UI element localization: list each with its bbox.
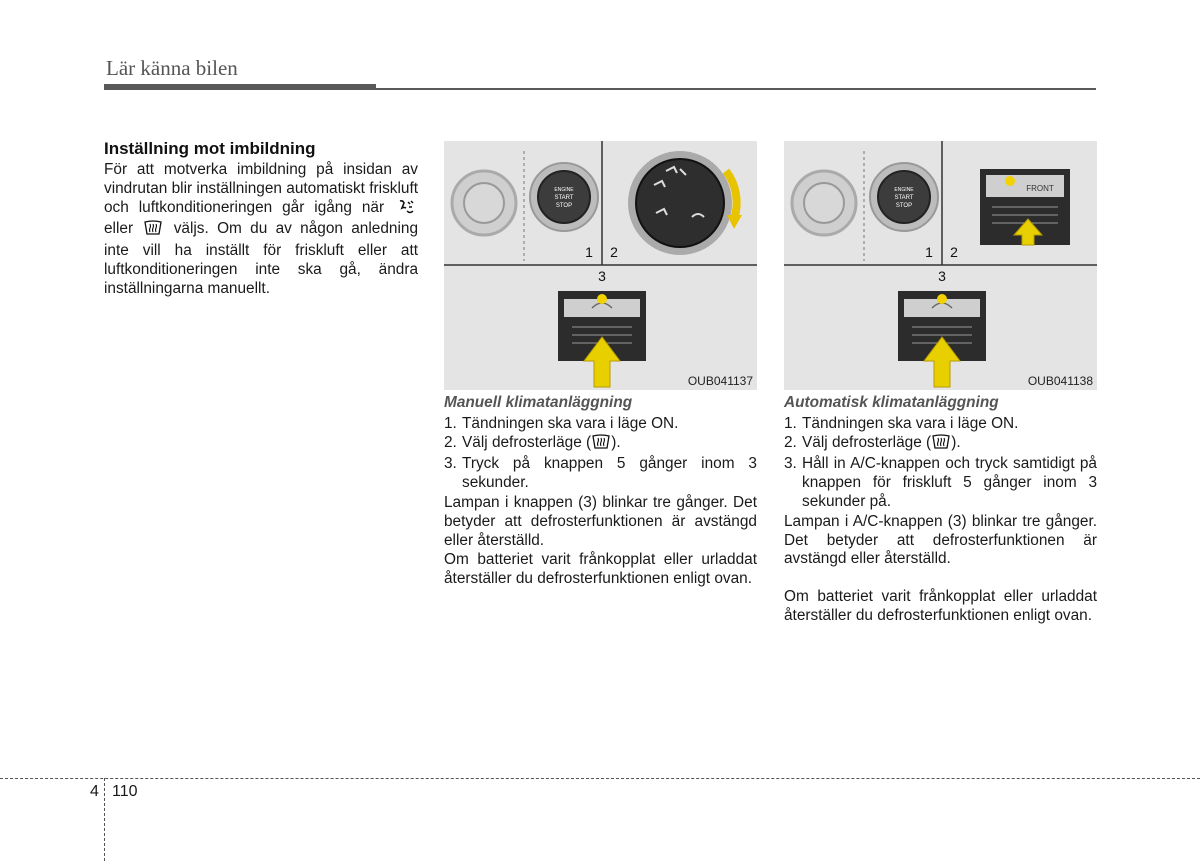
header-rule-thick	[104, 84, 376, 90]
step-text: Tändningen ska vara i läge ON.	[802, 414, 1019, 432]
step-text-end: ).	[611, 433, 621, 451]
footer-vertical-divider	[104, 778, 105, 861]
step-item	[784, 455, 1097, 511]
step-text: Håll in A/C-knappen och tryck samtidigt på knappen för friskluft 5 gånger inom 3 sekunder på.	[802, 455, 1097, 510]
figure-manual-illustration	[444, 141, 757, 390]
section-heading: Inställning mot imbildning	[104, 139, 316, 158]
step-number: 2.	[444, 433, 457, 451]
step-text-with-icon	[462, 434, 757, 456]
step-item	[444, 415, 757, 434]
battery-paragraph: Om batteriet varit frånkopplat eller urladdat återställer du defrosterfunktionen enligt ovan.	[784, 588, 1097, 624]
header-rule-thin	[376, 88, 1096, 90]
chapter-number: 4	[90, 783, 99, 800]
step-number: 2.	[784, 433, 797, 451]
step-text-start: Välj defrosterläge (	[462, 433, 592, 451]
left-column	[104, 139, 418, 299]
intro-text-part3: väljs. Om du av någon anledning inte vill ha inställt för friskluft eller att luftkonditioneringen inte ska gå, ändra inställningarna manuellt.	[104, 220, 419, 297]
start-label-3: STOP	[555, 203, 573, 209]
step-item	[784, 415, 1097, 434]
step-text: Tändningen ska vara i läge ON.	[462, 414, 679, 432]
manual-caption-title: Manuell klimatanläggning	[444, 394, 633, 411]
step-item	[444, 434, 757, 456]
step-number: 3.	[444, 455, 457, 473]
front-label: FRONT	[1026, 184, 1054, 193]
start-label-2: START	[554, 195, 574, 201]
windshield-defrost-icon	[932, 434, 950, 456]
automatic-caption-column	[784, 394, 1097, 626]
figure2-label-2: 2	[950, 244, 958, 260]
figure1-label-1: 1	[585, 244, 593, 260]
page-number: 110	[112, 783, 138, 800]
start-label-3: STOP	[895, 203, 913, 209]
manual-caption-column	[444, 394, 757, 589]
figure-automatic-illustration	[784, 141, 1097, 390]
start-label-1: ENGINE	[554, 187, 574, 193]
page-header-title: Lär känna bilen	[106, 56, 238, 80]
step-text: Tryck på knappen 5 gånger inom 3 sekunder.	[462, 455, 757, 492]
start-label-1: ENGINE	[894, 187, 914, 193]
paragraph-spacer	[784, 569, 1097, 587]
windshield-defrost-icon	[144, 220, 162, 242]
battery-paragraph: Om batteriet varit frånkopplat eller urladdat återställer du defrosterfunktionen enligt ovan.	[444, 551, 757, 588]
step-text-with-icon	[802, 434, 1097, 456]
info-paragraph: Lampan i A/C-knappen (3) blinkar tre gånger. Det betyder att defrosterfunktionen är avstängd eller återställd.	[784, 512, 1097, 568]
figure1-label-3: 3	[598, 268, 606, 284]
figure2-label-1: 1	[925, 244, 933, 260]
figure-manual-climate	[444, 141, 757, 390]
step-number: 1.	[784, 414, 797, 432]
figure1-label-2: 2	[610, 244, 618, 260]
intro-paragraph	[104, 161, 418, 299]
figure2-code: OUB041138	[1027, 374, 1093, 388]
intro-text-part1: För att motverka imbildning på insidan av vindrutan blir inställningen automatiskt friskluft och luftkonditioneringen går igång när	[104, 161, 418, 216]
step-number: 1.	[444, 414, 457, 432]
windshield-defrost-icon	[592, 434, 610, 456]
figure-automatic-climate	[784, 141, 1097, 390]
figure2-label-3: 3	[938, 268, 946, 284]
automatic-caption-title: Automatisk klimatanläggning	[784, 394, 999, 411]
start-label-2: START	[894, 195, 914, 201]
mode-knob-icon	[636, 159, 724, 247]
intro-text-part2: eller	[104, 220, 134, 238]
floor-defrost-icon	[397, 199, 415, 221]
step-item	[784, 434, 1097, 456]
step-number: 3.	[784, 455, 797, 473]
info-paragraph: Lampan i knappen (3) blinkar tre gånger. Det betyder att defrosterfunktionen är avstängd eller återställd.	[444, 493, 757, 549]
step-text-end: ).	[951, 433, 961, 451]
step-item	[444, 455, 757, 493]
step-text-start: Välj defrosterläge (	[802, 433, 932, 451]
figure1-code: OUB041137	[687, 374, 753, 388]
footer-divider	[0, 778, 1200, 779]
